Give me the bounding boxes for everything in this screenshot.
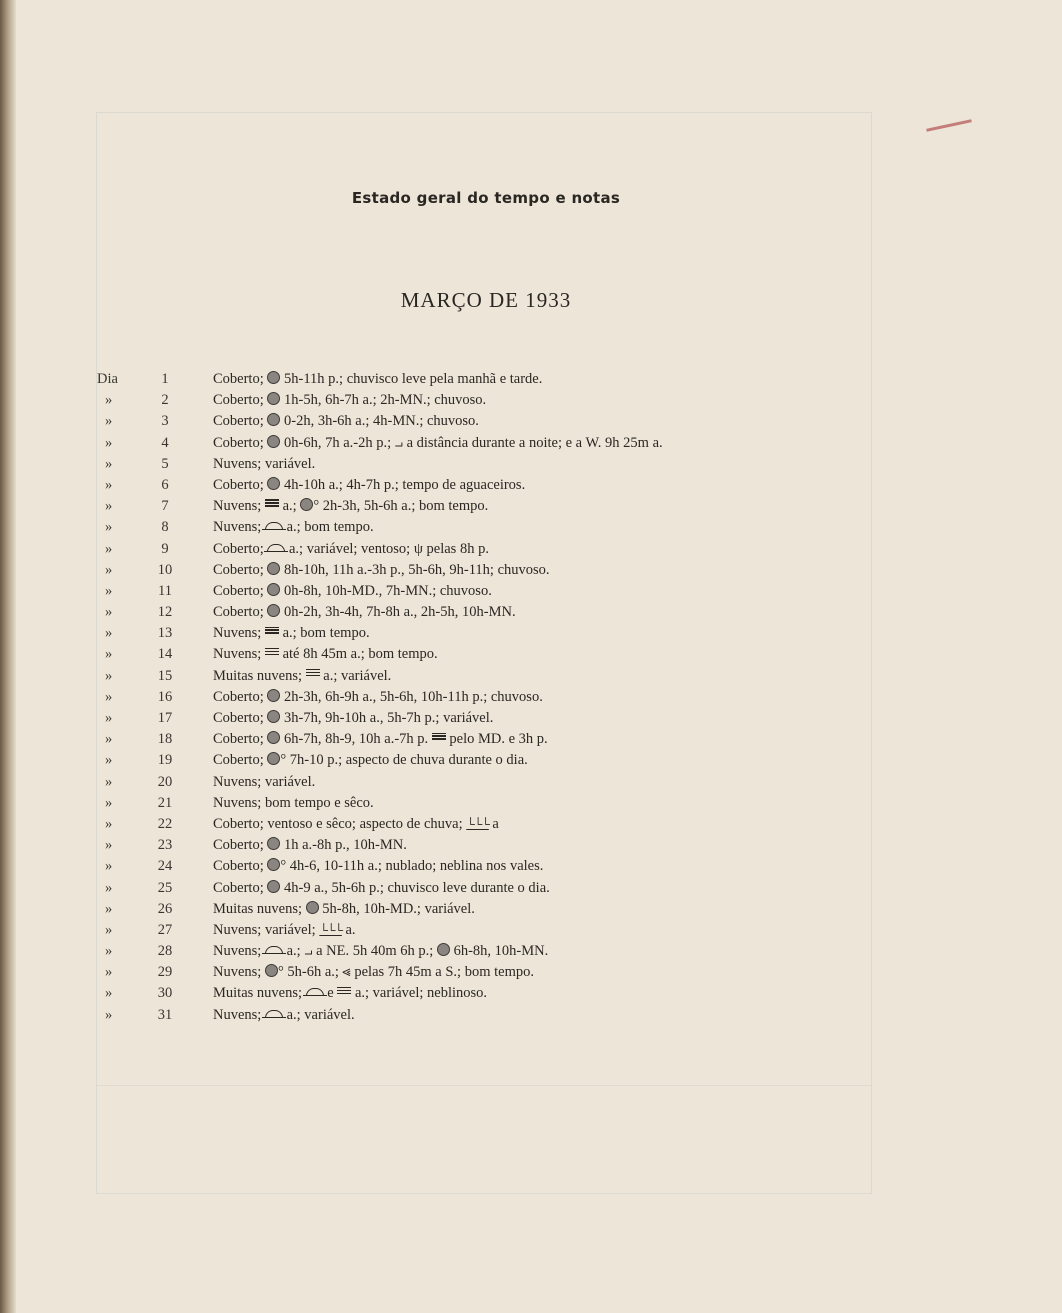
day-number: 25 [157,879,173,896]
ditto-mark: » [105,561,113,578]
note-text: Coberto; [213,371,268,387]
entry-row [0,835,1062,856]
weather-note [213,644,438,665]
note-text: 6h-8h, 10h-MN. [449,943,549,960]
day-number: 2 [161,392,169,409]
entry-row [0,602,1062,623]
ditto-mark: » [105,985,113,1002]
rain-symbol-icon [267,689,280,702]
ditto-mark: » [105,688,113,705]
note-text: Coberto; [213,476,268,493]
day-number: 18 [157,731,173,748]
note-text: 5h-8h, 10h-MD.; variável. [318,900,475,917]
pencil-mark [926,119,972,131]
day-number: 26 [157,900,173,917]
rain-symbol-icon [267,604,280,617]
fog-symbol-icon [265,646,279,656]
fog-symbol-icon [265,498,279,508]
entry-row [0,433,1062,454]
rain-symbol-icon [267,731,280,744]
note-text: Coberto; [213,392,268,409]
entry-row [0,899,1062,920]
ditto-mark: » [105,1006,113,1023]
entry-row [0,581,1062,602]
note-text: a.; bom tempo. [278,625,370,642]
ditto-mark: » [105,900,113,917]
note-text: a.; bom tempo. [282,519,374,536]
entry-row [0,517,1062,538]
note-text: a.; variável; ventoso; ψ pelas 8h p. [285,540,489,557]
note-text: 5h-11h p.; chuvisco leve pela manhã e tarde. [280,371,543,387]
fog-symbol-icon [337,985,351,995]
note-text: ° 5h-6h a.; ⪡ pelas 7h 45m a S.; bom tempo. [277,964,534,981]
frost-symbol-icon: └└└ [319,922,342,937]
entry-row [0,539,1062,560]
ditto-mark: » [105,773,113,790]
entry-row [0,983,1062,1004]
ditto-mark: » [105,964,113,981]
day-number: 12 [157,604,173,621]
dew-symbol-icon [306,988,324,996]
ditto-mark: » [105,604,113,621]
day-number: 8 [161,519,169,536]
note-text: a.; variável; neblinoso. [351,985,488,1002]
note-text: 0-2h, 3h-6h a.; 4h-MN.; chuvoso. [280,413,479,430]
ditto-mark: » [105,879,113,896]
note-text: a [488,815,499,832]
entry-row [0,454,1062,475]
dew-symbol-icon [265,946,283,954]
ditto-mark: » [105,837,113,854]
weather-note [213,496,488,517]
entry-row [0,687,1062,708]
rain-symbol-icon [267,435,280,448]
weather-note [213,856,543,877]
weather-note [213,560,550,581]
note-text: 3h-7h, 9h-10h a., 5h-7h p.; variável. [280,710,494,726]
note-text: a.; variável. [282,1006,355,1023]
note-text: Coberto; [213,434,268,451]
frost-symbol-icon: └└└ [466,816,489,831]
note-text: ° 7h-10 p.; aspecto de chuva durante o dia. [280,752,528,769]
weather-note [213,708,493,729]
note-text: e [323,985,338,1002]
day-number: 23 [157,837,173,854]
ditto-mark: » [105,921,113,938]
day-number: 31 [157,1006,173,1023]
entry-row [0,793,1062,814]
day-number: 24 [157,858,173,875]
ditto-mark: » [105,540,113,557]
ditto-mark: » [105,519,113,536]
note-text: 2h-3h, 6h-9h a., 5h-6h, 10h-11h p.; chuvoso. [280,688,543,705]
rain-symbol-icon [267,583,280,596]
note-text: Nuvens; [213,646,265,663]
note-text: Coberto; [213,540,268,557]
entry-row [0,772,1062,793]
weather-note [213,835,407,856]
day-number: 5 [161,455,169,472]
rain-symbol-icon [267,710,280,723]
weather-note [213,687,543,708]
note-text: a NE. 5h 40m 6h p.; [312,943,437,960]
note-text: Nuvens; [213,498,265,515]
day-number: 15 [157,667,173,684]
day-number: 7 [161,498,169,515]
ditto-mark: » [105,667,113,684]
note-text: Coberto; [213,604,268,621]
day-number: 1 [161,371,169,387]
ditto-mark: » [105,434,113,451]
note-text: Muitas nuvens; [213,985,306,1002]
note-text: Muitas nuvens; [213,667,306,684]
note-text: Nuvens; [213,519,265,536]
rain-symbol-icon [267,477,280,490]
weather-note [213,899,475,920]
note-text: 8h-10h, 11h a.-3h p., 5h-6h, 9h-11h; chuvoso. [280,561,550,578]
day-number: 3 [161,413,169,430]
note-text: 4h-9 a., 5h-6h p.; chuvisco leve durante o dia. [280,879,550,896]
note-text: 0h-2h, 3h-4h, 7h-8h a., 2h-5h, 10h-MN. [280,604,516,621]
ditto-mark: » [105,794,113,811]
note-text: Nuvens; variável; [213,921,320,938]
weather-note [213,878,550,899]
rain-symbol-icon [267,392,280,405]
note-text: 0h-8h, 10h-MD., 7h-MN.; chuvoso. [280,582,492,599]
note-text: Nuvens; variável. [213,773,316,790]
day-number: 4 [161,434,169,451]
ditto-mark: » [105,625,113,642]
entry-row [0,496,1062,517]
note-text: Coberto; [213,858,268,875]
day-number: 30 [157,985,173,1002]
ditto-mark: » [105,815,113,832]
fog-symbol-icon [432,731,446,741]
weather-note [213,793,374,814]
dew-symbol-icon [265,1010,283,1018]
note-text: 1h a.-8h p., 10h-MN. [280,837,407,854]
day-number: 28 [157,943,173,960]
daily-entries-list [0,369,1062,1026]
day-number: 17 [157,710,173,726]
ditto-mark: » [105,413,113,430]
ditto-mark: » [105,392,113,409]
ditto-mark: » [105,476,113,493]
weather-note [213,454,315,475]
fog-symbol-icon [265,625,279,635]
note-text: Coberto; [213,582,268,599]
weather-note [213,983,487,1004]
note-text: Nuvens; [213,1006,265,1023]
weather-note [213,581,492,602]
ditto-mark: » [105,752,113,769]
note-text: ° 4h-6, 10-11h a.; nublado; neblina nos vales. [280,858,544,875]
rain-symbol-icon [437,943,450,956]
ditto-mark: » [105,455,113,472]
note-text: 1h-5h, 6h-7h a.; 2h-MN.; chuvoso. [280,392,487,409]
note-text: Coberto; [213,710,268,726]
day-number: 13 [157,625,173,642]
thunderstorm-symbol-icon: ⨼ [394,435,403,451]
entry-row [0,1005,1062,1026]
entry-row [0,475,1062,496]
rain-symbol-icon [267,858,280,871]
entry-row [0,390,1062,411]
note-text: a.; [282,943,305,960]
day-label: Dia [97,371,118,387]
day-number: 22 [157,815,173,832]
entry-row [0,560,1062,581]
rain-symbol-icon [267,413,280,426]
fog-symbol-icon [306,667,320,677]
rain-symbol-icon [265,964,278,977]
day-number: 16 [157,688,173,705]
month-title: MARÇO DE 1933 [400,288,572,312]
entry-row [0,644,1062,665]
rain-symbol-icon [267,837,280,850]
weather-note [213,539,489,560]
note-text: 4h-10h a.; 4h-7h p.; tempo de aguaceiros. [280,476,526,493]
day-number: 27 [157,921,173,938]
entry-row [0,856,1062,877]
note-text: Coberto; [213,731,268,748]
day-number: 6 [161,476,169,493]
ditto-mark: » [105,710,113,726]
note-text: a.; [278,498,301,515]
weather-note [213,517,374,538]
weather-note [213,623,370,644]
weather-note [213,475,525,496]
weather-note [213,920,356,941]
note-text: 0h-6h, 7h a.-2h p.; [280,434,395,451]
entry-row [0,708,1062,729]
entry-row [0,878,1062,899]
weather-note [213,772,315,793]
day-number: 20 [157,773,173,790]
rain-symbol-icon [267,371,280,384]
day-number: 10 [157,561,173,578]
note-text: Nuvens; [213,964,265,981]
note-text: ° 2h-3h, 5h-6h a.; bom tempo. [313,498,489,515]
dew-symbol-icon [267,544,285,552]
rain-symbol-icon [267,880,280,893]
note-text: Coberto; [213,879,268,896]
ditto-mark: » [105,731,113,748]
note-text: pelo MD. e 3h p. [445,731,548,748]
note-text: Muitas nuvens; [213,900,306,917]
note-text: Coberto; [213,837,268,854]
note-text: a. [341,921,356,938]
entry-row [0,962,1062,983]
weather-note [213,1005,355,1026]
weather-note [213,433,663,454]
day-number: 21 [157,794,173,811]
entry-row [0,729,1062,750]
weather-note [213,729,548,750]
entry-row [0,941,1062,962]
note-text: Coberto; [213,688,268,705]
entry-row [0,920,1062,941]
weather-note [213,962,534,983]
entry-row [0,750,1062,771]
rain-symbol-icon [306,901,319,914]
rain-symbol-icon [300,498,313,511]
note-text: Nuvens; [213,625,265,642]
note-text: 6h-7h, 8h-9, 10h a.-7h p. [280,731,432,748]
note-text: Nuvens; bom tempo e sêco. [213,794,374,811]
rain-symbol-icon [267,752,280,765]
ditto-mark: » [105,858,113,875]
entry-row [0,666,1062,687]
note-text: Coberto; [213,752,268,769]
page-heading: Estado geral do tempo e notas [351,189,621,207]
weather-note [213,390,486,411]
entry-row [0,411,1062,432]
weather-note [213,814,499,835]
note-text: até 8h 45m a.; bom tempo. [278,646,438,663]
entry-row [0,369,1062,390]
weather-note [213,602,516,623]
day-number: 11 [158,582,172,599]
weather-note [213,666,391,687]
dew-symbol-icon [265,522,283,530]
day-number: 9 [161,540,169,557]
note-text: Coberto; [213,413,268,430]
note-text: Nuvens; variável. [213,455,316,472]
ditto-mark: » [105,646,113,663]
rain-symbol-icon [267,562,280,575]
day-number: 29 [157,964,173,981]
entry-row [0,814,1062,835]
ditto-mark: » [105,943,113,960]
weather-note [213,750,528,771]
day-number: 14 [157,646,173,663]
day-number: 19 [157,752,173,769]
thunderstorm-symbol-icon: ⨼ [304,944,313,960]
ditto-mark: » [105,498,113,515]
note-text: Coberto; [213,561,268,578]
weather-note [213,369,542,390]
weather-note [213,411,479,432]
note-text: Coberto; ventoso e sêco; aspecto de chuva; [213,815,467,832]
note-text: Nuvens; [213,943,265,960]
note-text: a.; variável. [319,667,392,684]
ditto-mark: » [105,582,113,599]
weather-note [213,941,548,962]
note-text: a distância durante a noite; e a W. 9h 25m a. [402,434,663,451]
entry-row [0,623,1062,644]
